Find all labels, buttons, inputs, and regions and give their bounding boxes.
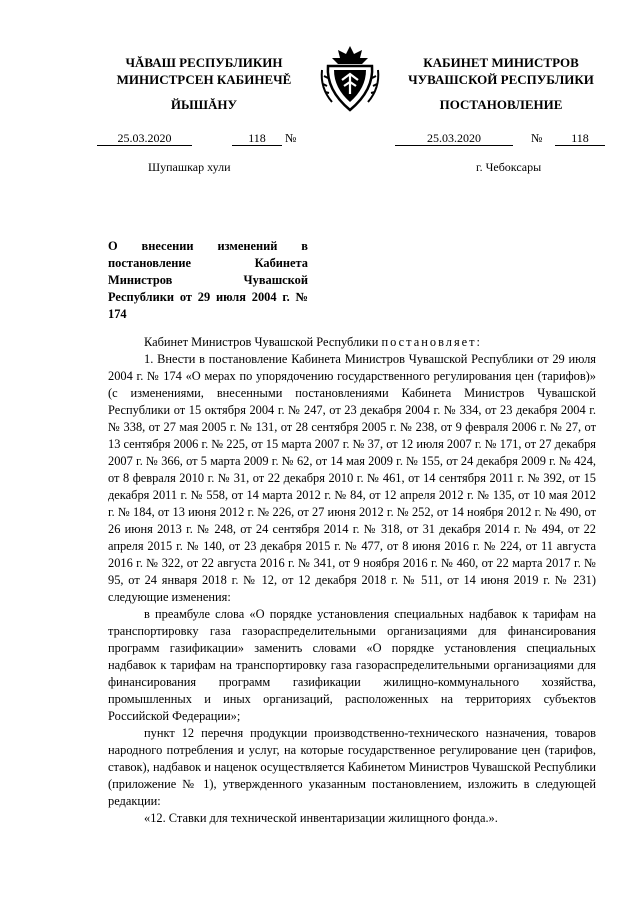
header-right-doctype: ПОСТАНОВЛЕНИЕ	[439, 97, 563, 112]
header-right-line2: ЧУВАШСКОЙ РЕСПУБЛИКИ	[408, 72, 594, 87]
intro-verb: постановляет:	[381, 335, 482, 349]
header-left-line2: МИНИСТРСЕН КАБИНЕЧĚ	[116, 72, 292, 87]
registration-left	[97, 131, 307, 147]
header-left-doctype: ЙЫШĂНУ	[170, 97, 238, 112]
city-chuvash: Шупашкар хули	[148, 160, 231, 174]
header-left-line1: ЧĂВАШ РЕСПУБЛИКИН	[125, 55, 283, 70]
city-russian: г. Чебоксары	[476, 160, 542, 174]
chuvash-coat-of-arms-icon	[318, 40, 382, 116]
paragraph-2: в преамбуле слова «О порядке установления специальных надбавок к тарифам на транспортировку газа газораспределительными организациями для финансирования программ газификации» заменить словами «О порядке установления специальных надбавок к тарифам на транспортировку газа газораспределительными организациями для финансирования программ газификации жилищно-коммунального хозяйства, промышленных и иных организаций, расположенных на территориях субъектов Российской Федерации»;	[108, 607, 596, 723]
header-left	[92, 54, 316, 88]
header-right	[395, 54, 607, 88]
right-number: 118	[555, 131, 605, 146]
document-subject: О внесении изменений в постановление Кабинета Министров Чувашской Республики от 29 июля 2004 г. № 174	[108, 239, 308, 321]
intro-paragraph	[108, 334, 596, 351]
document-body	[108, 334, 596, 827]
left-date: 25.03.2020	[97, 131, 192, 146]
paragraph-4: «12. Ставки для технической инвентаризации жилищного фонда.».	[144, 811, 498, 825]
left-number: 118	[232, 131, 282, 146]
intro-prefix: Кабинет Министров Чувашской Республики	[144, 335, 382, 349]
paragraph-1: 1. Внести в постановление Кабинета Министров Чувашской Республики от 29 июля 2004 г. № 174 «О мерах по упорядочению государственного регулирования цен (тарифов)» (с изменениями, внесенными постановлениями Кабинета Министров Чувашской Республики от 15 октября 2004 г. № 247, от 23 декабря 2004 г. № 334, от 23 декабря 2004 г. № 338, от 27 мая 2005 г. № 131, от 28 сентября 2005 г. № 238, от 9 февраля 2006 г. № 27, от 13 сентября 2006 г. № 225, от 15 марта 2007 г. № 37, от 12 июля 2007 г. № 171, от 27 декабря 2007 г. № 366, от 5 марта 2009 г. № 62, от 14 мая 2009 г. № 155, от 24 декабря 2009 г. № 424, от 8 февраля 2010 г. № 31, от 22 декабря 2010 г. № 461, от 14 сентября 2011 г. № 392, от 15 декабря 2011 г. № 558, от 14 марта 2012 г. № 84, от 12 апреля 2012 г. № 135, от 10 мая 2012 г. № 184, от 13 июня 2012 г. № 226, от 27 июня 2012 г. № 252, от 14 ноября 2012 г. № 490, от 26 июня 2013 г. № 248, от 24 сентября 2014 г. № 318, от 31 декабря 2014 г. № 494, от 22 апреля 2015 г. № 140, от 23 декабря 2015 г. № 477, от 8 июня 2016 г. № 224, от 11 августа 2016 г. № 322, от 22 августа 2016 г. № 341, от 9 ноября 2016 г. № 460, от 22 марта 2017 г. № 95, от 24 января 2018 г. № 12, от 12 декабря 2018 г. № 511, от 14 июня 2019 г. № 231) следующие изменения:	[108, 352, 596, 604]
right-no-sign: №	[531, 131, 543, 145]
right-date: 25.03.2020	[395, 131, 513, 146]
paragraph-3: пункт 12 перечня продукции производственно-технического назначения, товаров народного потребления и услуг, на которые государственное регулирование цен (тарифов, ставок), надбавок и наценок осуществляется Кабинетом Министров Чувашской Республики (приложение № 1), утвержденного указанным постановлением, изложить в следующей редакции:	[108, 726, 596, 808]
header-right-line1: КАБИНЕТ МИНИСТРОВ	[423, 55, 579, 70]
left-no-sign: №	[285, 131, 297, 145]
registration-right	[395, 131, 607, 147]
